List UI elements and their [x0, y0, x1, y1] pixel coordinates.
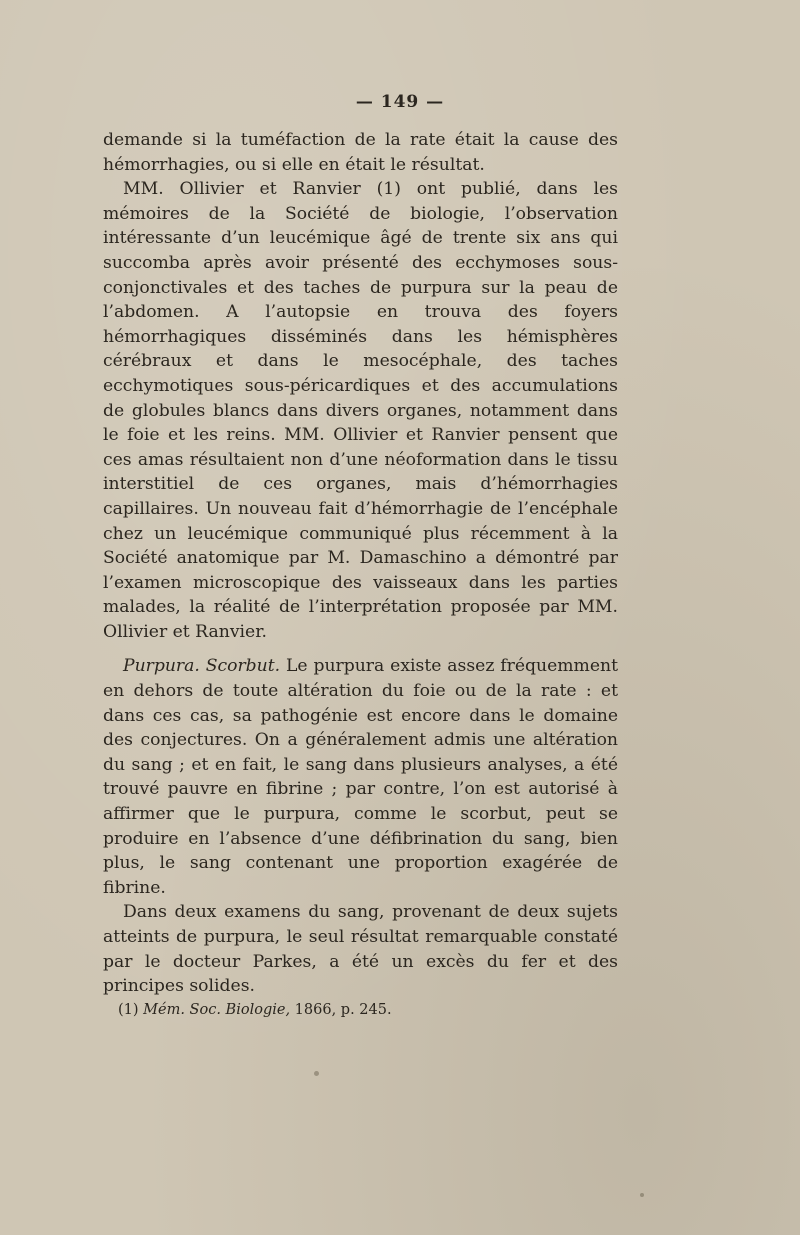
page-number: — 149 — [355, 92, 445, 112]
footnote [118, 1000, 618, 1020]
ink-spot [314, 1071, 319, 1076]
paragraph-4: Dans deux examens du sang, provenant de deux sujets atteints de purpura, le seul résultat remarquable constaté par le docteur Parkes, a été un excès du fer et des principes solides. [103, 902, 618, 997]
paragraph-3 [103, 654, 618, 900]
paragraph-3-text: Le purpura existe assez fréquemment en dehors de toute altération du foie ou de la rate : et dans ces cas, sa pathogénie est encore dans le domaine des conjectures. On a généralement admis une altération du sang ; et en fait, le sang dans plusieurs analyses, a été trouvé pauvre en fibrine ; par contre, l’on est autorisé à affirmer que le purpura, comme le scorbut, peut se produire en l’absence d’une défibrination du sang, bien plus, le sang contenant une proportion exagérée de fibrine. [103, 656, 618, 898]
footnote-title: Mém. Soc. Biologie, [143, 1002, 291, 1018]
footnote-marker: (1) [118, 1002, 139, 1018]
paragraph-1: demande si la tuméfaction de la rate était la cause des hémorrhagies, ou si elle en était le résultat. [103, 130, 618, 175]
paragraph-2: MM. Ollivier et Ranvier (1) ont publié, dans les mémoires de la Société de biologie, l’observation intéressante d’un leucémique âgé de trente six ans qui succomba après avoir présenté des ecchymoses sous-conjonctivales et des taches de purpura sur la peau de l’abdomen. A l’autopsie en trouva des foyers hémorrhagiques disséminés dans les hémisphères cérébraux et dans le mesocéphale, des taches ecchymotiques sous-péricardiques et des accumulations de globules blancs dans divers organes, notamment dans le foie et les reins. MM. Ollivier et Ranvier pensent que ces amas résultaient non d’une néoformation dans le tissu interstitiel de ces organes, mais d’hémorrhagies capillaires. Un nouveau fait d’hémorrhagie de l’encéphale chez un leucémique communiqué plus récemment à la Société anatomique par M. Damaschino a démontré par l’examen microscopique des vaisseaux dans les parties malades, la réalité de l’interprétation proposée par MM. Ollivier et Ranvier. [103, 179, 618, 642]
body-text [103, 128, 618, 999]
footnote-rest: 1866, p. 245. [290, 1002, 392, 1018]
ink-spot [640, 1193, 644, 1197]
section-lead: Purpura. Scorbut. [123, 656, 281, 677]
